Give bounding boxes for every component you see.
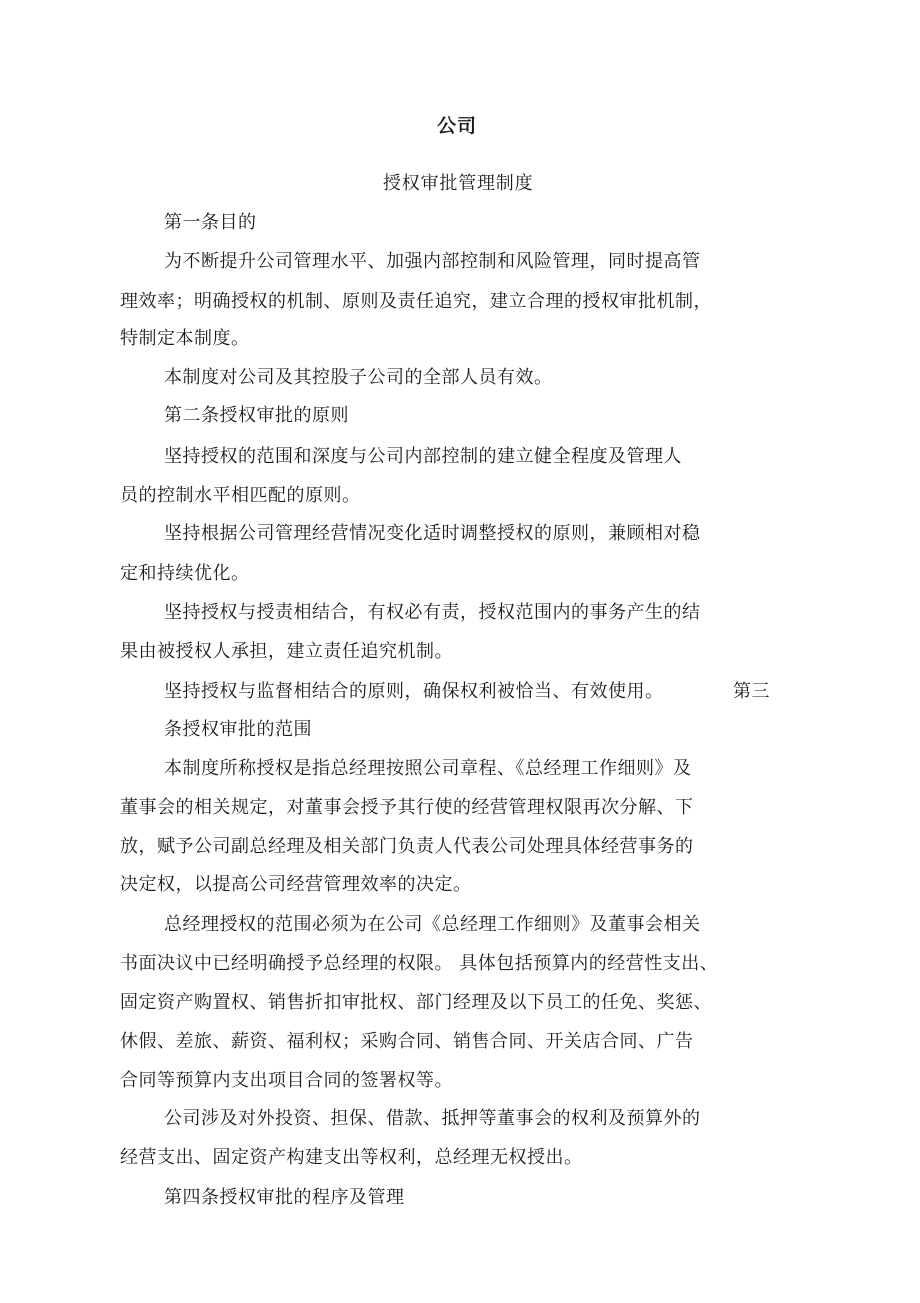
paragraph-line: 理效率；明确授权的机制、原则及责任追究，建立合理的授权审批机制， — [120, 291, 712, 312]
paragraph-line: 董事会的相关规定，对董事会授予其行使的经营管理权限再次分解、下 — [120, 797, 694, 818]
document-subtitle: 授权审批管理制度 — [383, 173, 534, 194]
paragraph-line: 公司涉及对外投资、担保、借款、抵押等董事会的权利及预算外的 — [164, 1108, 701, 1129]
article-3-heading-part: 条授权审批的范围 — [164, 719, 312, 740]
paragraph-line: 特制定本制度。 — [120, 328, 250, 349]
paragraph-line: 合同等预算内支出项目合同的签署权等。 — [120, 1070, 453, 1091]
paragraph-line: 书面决议中已经明确授予总经理的权限。 具体包括预算内的经营性支出、 — [120, 953, 719, 974]
article-4-heading: 第四条授权审批的程序及管理 — [164, 1187, 405, 1208]
paragraph-line: 决定权，以提高公司经营管理效率的决定。 — [120, 874, 472, 895]
paragraph-line: 本制度对公司及其控股子公司的全部人员有效。 — [164, 367, 553, 388]
article-3-heading-part: 第三 — [733, 681, 770, 702]
paragraph-line: 放，赋予公司副总经理及相关部门负责人代表公司处理具体经营事务的 — [120, 836, 694, 857]
paragraph-line: 经营支出、固定资产构建支出等权利，总经理无权授出。 — [120, 1147, 583, 1168]
paragraph-line: 坚持授权的范围和深度与公司内部控制的建立健全程度及管理人 — [164, 446, 682, 467]
paragraph-line: 为不断提升公司管理水平、加强内部控制和风险管理，同时提高管 — [164, 251, 701, 272]
paragraph-line: 坚持授权与授责相结合，有权必有责，授权范围内的事务产生的结 — [164, 602, 701, 623]
paragraph-line: 果由被授权人承担，建立责任追究机制。 — [120, 641, 453, 662]
paragraph-line: 定和持续优化。 — [120, 563, 250, 584]
article-2-heading: 第二条授权审批的原则 — [164, 405, 349, 426]
paragraph-line: 坚持授权与监督相结合的原则，确保权利被恰当、有效使用。 — [164, 681, 664, 702]
paragraph-line: 总经理授权的范围必须为在公司《总经理工作细则》及董事会相关 — [164, 914, 701, 935]
article-1-heading: 第一条目的 — [164, 212, 257, 233]
paragraph-line: 坚持根据公司管理经营情况变化适时调整授权的原则，兼顾相对稳 — [164, 523, 701, 544]
document-title: 公司 — [437, 115, 478, 137]
paragraph-line: 休假、差旅、薪资、福利权；采购合同、销售合同、开关店合同、广告 — [120, 1031, 694, 1052]
paragraph-line: 本制度所称授权是指总经理按照公司章程、《总经理工作细则》及 — [164, 758, 692, 779]
paragraph-line: 固定资产购置权、销售折扣审批权、部门经理及以下员工的任免、奖惩、 — [120, 992, 712, 1013]
paragraph-line: 员的控制水平相匹配的原则。 — [120, 485, 361, 506]
